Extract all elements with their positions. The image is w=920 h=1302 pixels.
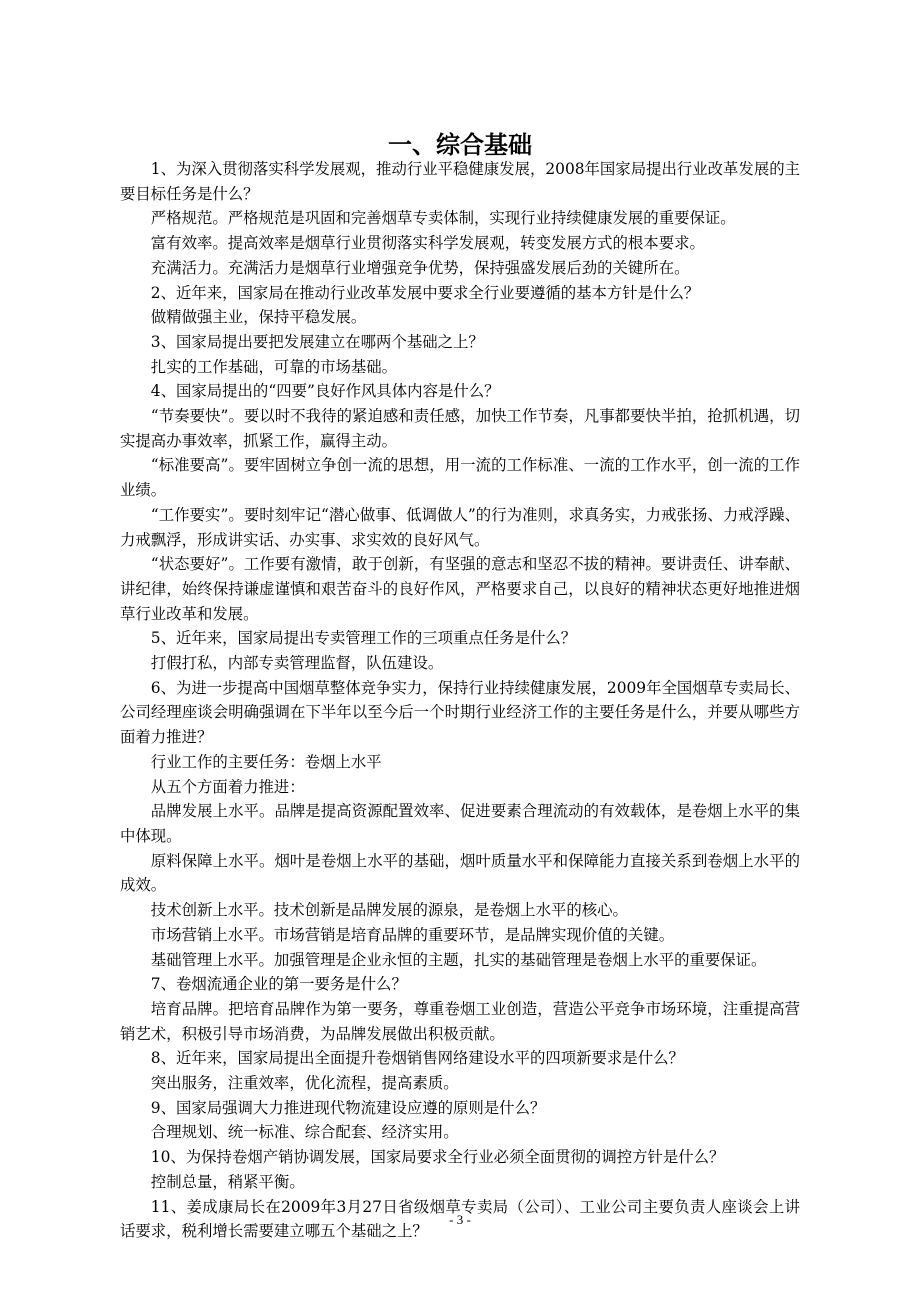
paragraph: 技术创新上水平。技术创新是品牌发展的源泉，是卷烟上水平的核心。 (150, 901, 628, 920)
page-title: 一、综合基础 (388, 131, 532, 159)
paragraph: “状态要好”。工作要有激情，敢于创新，有坚强的意志和坚忍不拔的精神。要讲责任、讲奉献、讲纪律，始终保持谦虚谨慎和艰苦奋斗的良好作风，严格要求自己，以良好的精神状态更好地推进烟草行业改革和发展。 (120, 555, 800, 623)
paragraph: 5、近年来，国家局提出专卖管理工作的三项重点任务是什么？ (150, 629, 577, 648)
paragraph: 原料保障上水平。烟叶是卷烟上水平的基础，烟叶质量水平和保障能力直接关系到卷烟上水平的成效。 (120, 851, 800, 895)
document-body (120, 157, 800, 1244)
paragraph: 从五个方面着力推进： (150, 777, 305, 796)
paragraph: 3、国家局提出要把发展建立在哪两个基础之上？ (150, 332, 484, 351)
paragraph: “工作要实”。要时刻牢记“潜心做事、低调做人”的行为准则，求真务实，力戒张扬、力戒浮躁、力戒飘浮，形成讲实话、办实事、求实效的良好风气。 (120, 505, 800, 549)
paragraph: 培育品牌。把培育品牌作为第一要务，尊重卷烟工业创造，营造公平竞争市场环境，注重提高营销艺术，积极引导市场消费，为品牌发展做出积极贡献。 (120, 999, 800, 1043)
paragraph: 行业工作的主要任务：卷烟上水平 (150, 752, 382, 771)
paragraph: 4、国家局提出的“四要”良好作风具体内容是什么？ (150, 382, 500, 401)
paragraph: 7、卷烟流通企业的第一要务是什么？ (150, 975, 407, 994)
paragraph: 基础管理上水平。加强管理是企业永恒的主题，扎实的基础管理是卷烟上水平的重要保证。 (150, 950, 767, 969)
paragraph: 11、姜成康局长在2009年3月27日省级烟草专卖局（公司）、工业公司主要负责人座谈会上讲话要求，税利增长需要建立哪五个基础之上？ (120, 1197, 800, 1241)
page-number: - 3 - (449, 1212, 471, 1227)
paragraph: 8、近年来，国家局提出全面提升卷烟销售网络建设水平的四项新要求是什么？ (150, 1049, 684, 1068)
paragraph: “节奏要快”。要以时不我待的紧迫感和责任感，加快工作节奏，凡事都要快半拍，抢抓机遇，切实提高办事效率，抓紧工作，赢得主动。 (120, 407, 800, 450)
paragraph: 6、为进一步提高中国烟草整体竞争实力，保持行业持续健康发展，2009年全国烟草专卖局长、公司经理座谈会明确强调在下半年以至今后一个时期行业经济工作的主要任务是什么，并要从哪些方面着力推进？ (120, 678, 800, 747)
paragraph: 合理规划、统一标准、综合配套、经济实用。 (150, 1123, 459, 1142)
paragraph: 10、为保持卷烟产销协调发展，国家局要求全行业必须全面贯彻的调控方针是什么？ (150, 1148, 725, 1167)
paragraph: 打假打私，内部专卖管理监督，队伍建设。 (150, 654, 444, 673)
paragraph: 扎实的工作基础，可靠的市场基础。 (150, 357, 398, 376)
paragraph: “标准要高”。要牢固树立争创一流的思想，用一流的工作标准、一流的工作水平，创一流的工作业绩。 (120, 456, 800, 500)
paragraph: 严格规范。严格规范是巩固和完善烟草专卖体制，实现行业持续健康发展的重要保证。 (150, 209, 736, 228)
paragraph: 1、为深入贯彻落实科学发展观，推动行业平稳健康发展，2008年国家局提出行业改革发展的主要目标任务是什么？ (120, 160, 800, 203)
paragraph: 2、近年来，国家局在推动行业改革发展中要求全行业要遵循的基本方针是什么？ (150, 283, 700, 302)
paragraph: 9、国家局强调大力推进现代物流建设应遵的原则是什么？ (150, 1098, 546, 1117)
paragraph: 市场营销上水平。市场营销是培育品牌的重要环节，是品牌实现价值的关键。 (150, 925, 675, 944)
paragraph: 突出服务，注重效率，优化流程，提高素质。 (150, 1074, 459, 1093)
paragraph: 充满活力。充满活力是烟草行业增强竞争优势，保持强盛发展后劲的关键所在。 (150, 258, 690, 277)
paragraph: 做精做强主业，保持平稳发展。 (150, 308, 367, 327)
paragraph: 控制总量，稍紧平衡。 (150, 1172, 305, 1191)
paragraph: 品牌发展上水平。品牌是提高资源配置效率、促进要素合理流动的有效载体，是卷烟上水平的集中体现。 (120, 802, 800, 845)
paragraph: 富有效率。提高效率是烟草行业贯彻落实科学发展观，转变发展方式的根本要求。 (150, 234, 705, 253)
